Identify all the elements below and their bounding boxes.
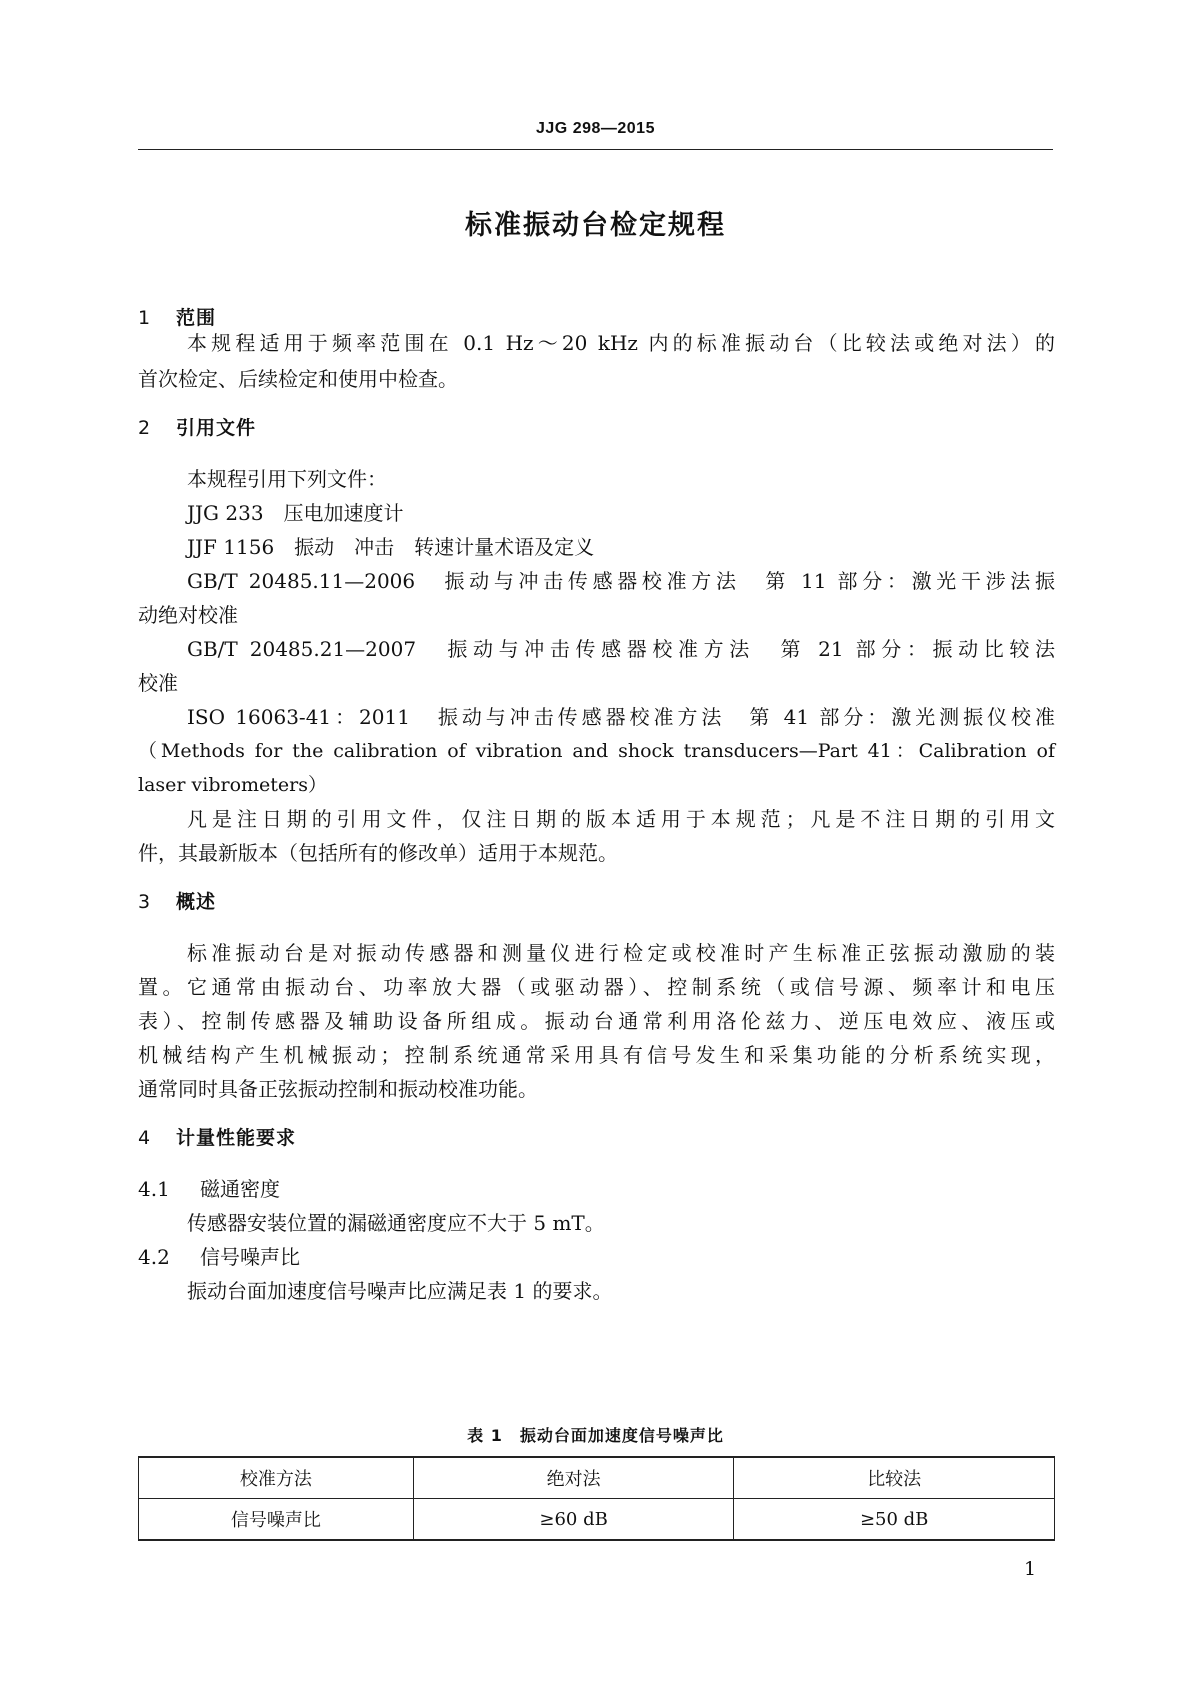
section-3-heading xyxy=(138,889,216,915)
paragraph-line: 本规程适用于频率范围在 0.1 Hz～20 kHz 内的标准振动台（比较法或绝对法）的 xyxy=(187,331,1055,355)
document-code-header: JJG 298—2015 xyxy=(536,120,655,137)
subsection-number: 4.2 xyxy=(138,1245,170,1269)
paragraph-line: 凡是注日期的引用文件，仅注日期的版本适用于本规范；凡是不注日期的引用文 xyxy=(187,807,1055,831)
paragraph-line: 传感器安装位置的漏磁通密度应不大于 5 mT。 xyxy=(187,1211,605,1235)
reference-item-continuation: 动绝对校准 xyxy=(138,603,238,627)
section-2-heading xyxy=(138,415,256,441)
table-header-cell: 校准方法 xyxy=(139,1457,414,1499)
reference-item: JJF 1156 振动 冲击 转速计量术语及定义 xyxy=(187,535,595,559)
reference-item: JJG 233 压电加速度计 xyxy=(187,501,404,525)
paragraph-line: 振动台面加速度信号噪声比应满足表 1 的要求。 xyxy=(187,1279,613,1303)
section-number: 2 xyxy=(138,417,152,439)
section-title: 概述 xyxy=(176,891,217,913)
table-header-cell: 绝对法 xyxy=(413,1457,734,1499)
table-cell: ≥60 dB xyxy=(413,1499,734,1541)
table-header-row xyxy=(139,1457,1055,1499)
table-row xyxy=(139,1499,1055,1541)
table-cell: 信号噪声比 xyxy=(139,1499,414,1541)
reference-item-continuation: laser vibrometers） xyxy=(138,774,327,796)
section-title: 计量性能要求 xyxy=(176,1127,297,1149)
section-4-heading xyxy=(138,1125,296,1151)
section-number: 3 xyxy=(138,891,152,913)
table-caption: 表 1 振动台面加速度信号噪声比 xyxy=(467,1426,724,1445)
paragraph-line: 件，其最新版本（包括所有的修改单）适用于本规范。 xyxy=(138,841,618,865)
table-header-cell: 比较法 xyxy=(734,1457,1055,1499)
page-number: 1 xyxy=(1024,1558,1037,1580)
subsection-number: 4.1 xyxy=(138,1177,170,1201)
paragraph-line: 置。它通常由振动台、功率放大器（或驱动器）、控制系统（或信号源、频率计和电压 xyxy=(138,975,1055,999)
subsection-4-1-heading xyxy=(138,1176,280,1202)
subsection-title: 磁通密度 xyxy=(200,1177,280,1201)
reference-item: GB/T 20485.11—2006 振动与冲击传感器校准方法 第 11 部分：激光干涉法振 xyxy=(187,569,1055,593)
paragraph-line: 本规程引用下列文件： xyxy=(187,467,387,491)
snr-table xyxy=(138,1456,1055,1541)
paragraph-line: 表）、控制传感器及辅助设备所组成。振动台通常利用洛伦兹力、逆压电效应、液压或 xyxy=(138,1009,1055,1033)
subsection-4-2-heading xyxy=(138,1244,300,1270)
reference-item: GB/T 20485.21—2007 振动与冲击传感器校准方法 第 21 部分：振动比较法 xyxy=(187,637,1055,661)
reference-item-continuation: （Methods for the calibration of vibration and shock transducers—Part 41：Calibration of xyxy=(138,740,1055,762)
page-title: 标准振动台检定规程 xyxy=(465,210,726,241)
paragraph-line: 标准振动台是对振动传感器和测量仪进行检定或校准时产生标准正弦振动激励的装 xyxy=(187,941,1055,965)
section-1-heading xyxy=(138,305,216,331)
section-title: 范围 xyxy=(176,307,217,329)
section-number: 1 xyxy=(138,307,152,329)
section-title: 引用文件 xyxy=(176,417,257,439)
paragraph-line: 机械结构产生机械振动；控制系统通常采用具有信号发生和采集功能的分析系统实现， xyxy=(138,1043,1055,1067)
paragraph-line: 首次检定、后续检定和使用中检查。 xyxy=(138,367,458,391)
header-rule xyxy=(138,149,1053,150)
subsection-title: 信号噪声比 xyxy=(200,1245,300,1269)
reference-item-continuation: 校准 xyxy=(138,671,178,695)
table-cell: ≥50 dB xyxy=(734,1499,1055,1541)
section-number: 4 xyxy=(138,1127,152,1149)
paragraph-line: 通常同时具备正弦振动控制和振动校准功能。 xyxy=(138,1077,538,1101)
reference-item: ISO 16063-41：2011 振动与冲击传感器校准方法 第 41 部分：激光测振仪校准 xyxy=(187,705,1055,729)
